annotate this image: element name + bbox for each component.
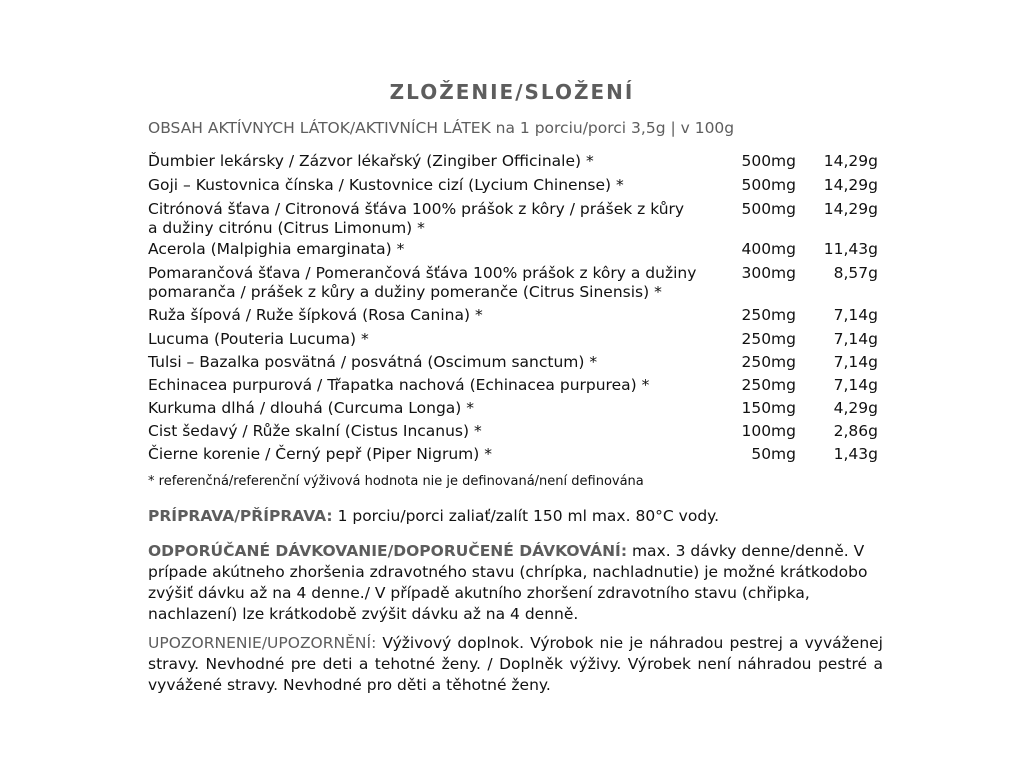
ingredient-name: Čierne korenie / Černý pepř (Piper Nigrum) * bbox=[148, 445, 492, 463]
dosage-section bbox=[148, 541, 883, 625]
ingredient-amount-per-100g: 4,29g bbox=[833, 399, 878, 417]
ingredient-amount-per-portion: 150mg bbox=[741, 399, 796, 417]
ingredient-name: Pomarančová šťava / Pomerančová šťáva 100% prášok z kôry a dužiny pomaranča / prášek z kůry a dužiny pomeranče (Citrus Sinensis) * bbox=[148, 264, 697, 301]
ingredient-amount-per-portion: 400mg bbox=[741, 240, 796, 258]
ingredient-amount-per-portion: 250mg bbox=[741, 330, 796, 348]
warning-section bbox=[148, 633, 883, 696]
ingredient-name: Ďumbier lekársky / Zázvor lékařský (Zingiber Officinale) * bbox=[148, 152, 594, 170]
ingredient-amount-per-100g: 7,14g bbox=[833, 330, 878, 348]
ingredient-amount-per-portion: 500mg bbox=[741, 176, 796, 194]
preparation-label: PRÍPRAVA/PŘÍPRAVA: bbox=[148, 507, 333, 525]
document-title: ZLOŽENIE/SLOŽENÍ bbox=[389, 80, 635, 104]
ingredient-amount-per-portion: 250mg bbox=[741, 306, 796, 324]
ingredient-amount-per-portion: 500mg bbox=[741, 200, 796, 218]
ingredient-name: Ruža šípová / Ruže šípková (Rosa Canina) * bbox=[148, 306, 483, 324]
dosage-label: ODPORÚČANÉ DÁVKOVANIE/DOPORUČENÉ DÁVKOVÁNÍ: bbox=[148, 542, 628, 560]
dosage-text: max. 3 dávky denne/denně. V prípade akútneho zhoršenia zdravotného stavu (chrípka, nachladnutie) je možné krátkodobo zvýšiť dávku až na 4 denne./ V případě akutního zhoršení zdravotního stavu (chřipka, nachlazení) lze krátkodobě zvýšit dávku až na 4 denně. bbox=[148, 542, 868, 623]
ingredient-amount-per-100g: 7,14g bbox=[833, 376, 878, 394]
ingredient-amount-per-100g: 7,14g bbox=[833, 306, 878, 324]
ingredient-amount-per-100g: 1,43g bbox=[833, 445, 878, 463]
ingredient-amount-per-100g: 2,86g bbox=[833, 422, 878, 440]
ingredient-name: Echinacea purpurová / Třapatka nachová (Echinacea purpurea) * bbox=[148, 376, 650, 394]
ingredient-amount-per-portion: 250mg bbox=[741, 353, 796, 371]
ingredient-name: Lucuma (Pouteria Lucuma) * bbox=[148, 330, 369, 348]
warning-label: UPOZORNENIE/UPOZORNĚNÍ: bbox=[148, 634, 377, 652]
ingredient-amount-per-portion: 500mg bbox=[741, 152, 796, 170]
warning-text: Výživový doplnok. Výrobok nie je náhradou pestrej a vyváženej stravy. Nevhodné pre deti a tehotné ženy. / Doplněk výživy. Výrobek není náhradou pestré a vyvážené stravy. Nevhodné pro děti a těhotné ženy. bbox=[148, 634, 883, 694]
ingredient-name: Goji – Kustovnica čínska / Kustovnice cizí (Lycium Chinense) * bbox=[148, 176, 624, 194]
ingredient-amount-per-100g: 14,29g bbox=[823, 176, 878, 194]
ingredient-amount-per-100g: 8,57g bbox=[833, 264, 878, 282]
ingredient-amount-per-100g: 14,29g bbox=[823, 200, 878, 218]
ingredient-name: Kurkuma dlhá / dlouhá (Curcuma Longa) * bbox=[148, 399, 475, 417]
reference-value-footnote: * referenčná/referenční výživová hodnota nie je definovaná/není definována bbox=[148, 474, 644, 489]
ingredient-name: Acerola (Malpighia emarginata) * bbox=[148, 240, 405, 258]
ingredient-amount-per-100g: 14,29g bbox=[823, 152, 878, 170]
ingredient-amount-per-100g: 11,43g bbox=[823, 240, 878, 258]
ingredient-amount-per-100g: 7,14g bbox=[833, 353, 878, 371]
preparation-section bbox=[148, 506, 883, 527]
ingredient-amount-per-portion: 250mg bbox=[741, 376, 796, 394]
preparation-text: 1 porciu/porci zaliať/zalít 150 ml max. 80°C vody. bbox=[332, 507, 720, 525]
ingredient-name: Citrónová šťava / Citronová šťáva 100% prášok z kôry / prášek z kůry a dužiny citrónu (Citrus Limonum) * bbox=[148, 200, 685, 237]
active-substances-header: OBSAH AKTÍVNYCH LÁTOK/AKTIVNÍCH LÁTEK na 1 porciu/porci 3,5g | v 100g bbox=[148, 119, 735, 137]
ingredient-amount-per-portion: 100mg bbox=[741, 422, 796, 440]
ingredient-name: Tulsi – Bazalka posvätná / posvátná (Oscimum sanctum) * bbox=[148, 353, 598, 371]
ingredient-amount-per-portion: 50mg bbox=[751, 445, 796, 463]
ingredient-amount-per-portion: 300mg bbox=[741, 264, 796, 282]
ingredient-name: Cist šedavý / Růže skalní (Cistus Incanus) * bbox=[148, 422, 482, 440]
